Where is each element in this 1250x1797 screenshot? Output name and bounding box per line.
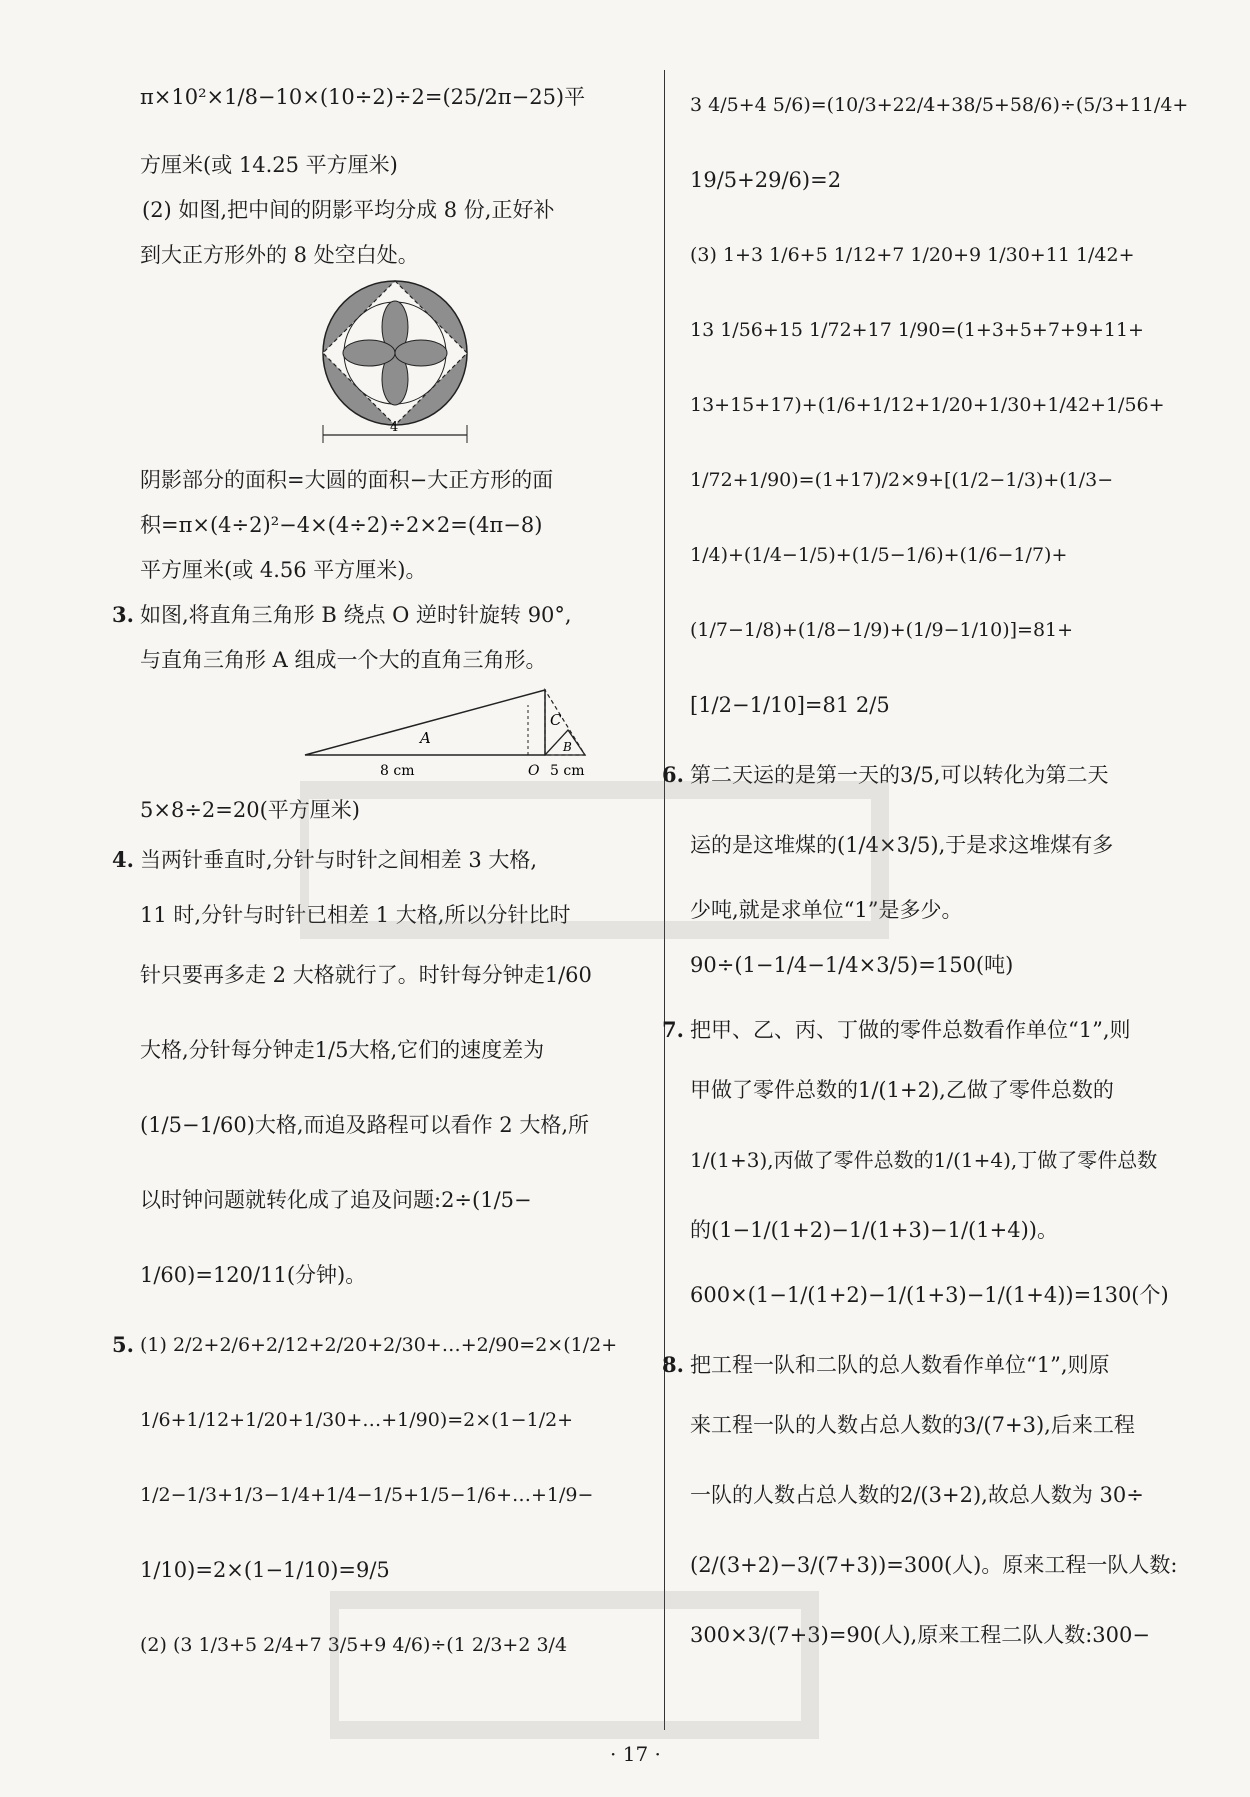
text-line: 19/5+29/6)=2 (690, 168, 842, 192)
watermark-mark (300, 780, 900, 940)
text-line: (3) 1+3 1/6+5 1/12+7 1/20+9 1/30+11 1/42+ (690, 244, 1135, 266)
text-line: 甲做了零件总数的1/(1+2),乙做了零件总数的 (690, 1078, 1114, 1102)
circle-flower-figure (320, 275, 470, 455)
text-line: 600×(1−1/(1+2)−1/(1+3)−1/(1+4))=130(个) (690, 1283, 1169, 1307)
text-line: 1/60)=120/11(分钟)。 (140, 1263, 367, 1287)
text-line: 300×3/(7+3)=90(人),原来工程二队人数:300− (690, 1623, 1150, 1647)
text-line: 1/72+1/90)=(1+17)/2×9+[(1/2−1/3)+(1/3− (690, 469, 1114, 491)
text-line: 大格,分针每分钟走1/5大格,它们的速度差为 (140, 1038, 545, 1062)
text-line: 13+15+17)+(1/6+1/12+1/20+1/30+1/42+1/56+ (690, 394, 1165, 416)
text-line: 3 4/5+4 5/6)=(10/3+22/4+38/5+58/6)÷(5/3+11/4+ (690, 94, 1189, 116)
text-line: 1/4)+(1/4−1/5)+(1/5−1/6)+(1/6−1/7)+ (690, 544, 1068, 566)
text-line: (1/7−1/8)+(1/8−1/9)+(1/9−1/10)]=81+ (690, 619, 1074, 641)
page-number: · 17 · (610, 1742, 661, 1766)
text-line: 的(1−1/(1+2)−1/(1+3)−1/(1+4))。 (690, 1218, 1058, 1242)
text-line: 少吨,就是求单位“1”是多少。 (690, 898, 963, 922)
text-line: 1/6+1/12+1/20+1/30+…+1/90)=2×(1−1/2+ (140, 1409, 574, 1431)
question-number: 5. (112, 1332, 134, 1357)
length-label: 5 cm (550, 763, 585, 779)
text-line: 1/10)=2×(1−1/10)=9/5 (140, 1558, 390, 1582)
text-line: (1) 2/2+2/6+2/12+2/20+2/30+…+2/90=2×(1/2+ (140, 1334, 618, 1356)
text-line: 90÷(1−1/4−1/4×3/5)=150(吨) (690, 953, 1014, 977)
text-line: 以时钟问题就转化成了追及问题:2÷(1/5− (140, 1188, 532, 1212)
text-line: 第二天运的是第一天的3/5,可以转化为第二天 (690, 763, 1109, 787)
watermark-mark (330, 1590, 830, 1740)
text-line: 来工程一队的人数占总人数的3/(7+3),后来工程 (690, 1413, 1135, 1437)
text-line: 到大正方形外的 8 处空白处。 (140, 243, 419, 267)
text-line: (2) (3 1/3+5 2/4+7 3/5+9 4/6)÷(1 2/3+2 3/4 (140, 1634, 568, 1656)
text-line: 11 时,分针与时针已相差 1 大格,所以分针比时 (140, 903, 571, 927)
question-number: 4. (112, 847, 134, 872)
text-line: 针只要再多走 2 大格就行了。时针每分钟走1/60 (140, 963, 592, 987)
length-label: 8 cm (380, 763, 415, 779)
text-line: 平方厘米(或 4.56 平方厘米)。 (140, 558, 427, 582)
question-number: 3. (112, 602, 134, 627)
text-line: 方厘米(或 14.25 平方厘米) (140, 153, 398, 177)
text-line: 把工程一队和二队的总人数看作单位“1”,则原 (690, 1353, 1110, 1377)
text-line: [1/2−1/10]=81 2/5 (690, 693, 890, 717)
label-C: C (550, 711, 562, 729)
label-A: A (420, 729, 431, 747)
question-number: 7. (662, 1017, 684, 1042)
figure-label: 4 (390, 420, 399, 435)
text-line: 如图,将直角三角形 B 绕点 O 逆时针旋转 90°, (140, 603, 572, 627)
label-B: B (563, 740, 572, 754)
text-line: 1/(1+3),丙做了零件总数的1/(1+4),丁做了零件总数 (690, 1148, 1158, 1172)
text-line: 积=π×(4÷2)²−4×(4÷2)÷2×2=(4π−8) (140, 513, 543, 537)
text-line: (2/(3+2)−3/(7+3))=300(人)。原来工程一队人数: (690, 1553, 1178, 1577)
text-line: 当两针垂直时,分针与时针之间相差 3 大格, (140, 848, 538, 872)
triangle-figure (300, 685, 640, 785)
question-number: 8. (662, 1352, 684, 1377)
question-number: 6. (662, 762, 684, 787)
text-line: (2) 如图,把中间的阴影平均分成 8 份,正好补 (142, 198, 555, 222)
text-line: 13 1/56+15 1/72+17 1/90=(1+3+5+7+9+11+ (690, 319, 1144, 341)
text-line: 5×8÷2=20(平方厘米) (140, 798, 360, 822)
text-line: 1/2−1/3+1/3−1/4+1/4−1/5+1/5−1/6+…+1/9− (140, 1484, 594, 1506)
text-line: 阴影部分的面积=大圆的面积−大正方形的面 (140, 468, 554, 492)
text-line: 运的是这堆煤的(1/4×3/5),于是求这堆煤有多 (690, 833, 1114, 857)
text-line: 与直角三角形 A 组成一个大的直角三角形。 (140, 648, 547, 672)
text-line: (1/5−1/60)大格,而追及路程可以看作 2 大格,所 (140, 1113, 589, 1137)
text-line: 一队的人数占总人数的2/(3+2),故总人数为 30÷ (690, 1483, 1144, 1507)
text-line: 把甲、乙、丙、丁做的零件总数看作单位“1”,则 (690, 1018, 1131, 1042)
label-O: O (528, 763, 540, 779)
text-line: π×10²×1/8−10×(10÷2)÷2=(25/2π−25)平 (140, 85, 586, 109)
